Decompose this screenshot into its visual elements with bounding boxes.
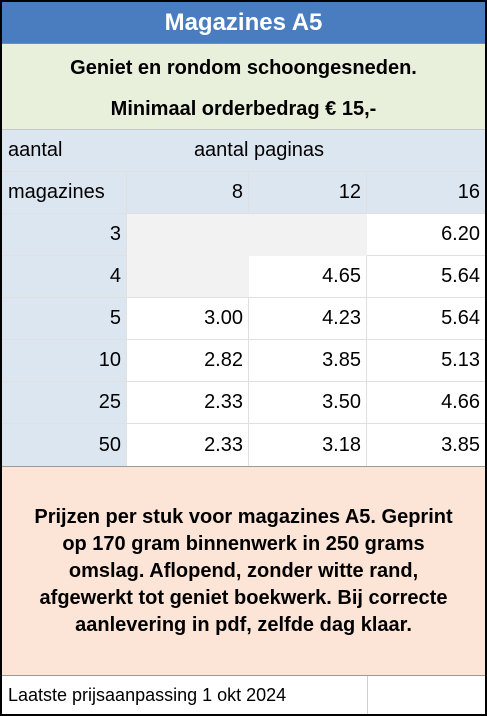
unavailable-cell bbox=[127, 214, 367, 256]
header-pages-text: aantal paginas bbox=[193, 139, 325, 161]
row-quantity: 4 bbox=[2, 256, 127, 298]
row-quantity: 5 bbox=[2, 298, 127, 340]
unavailable-cell bbox=[127, 256, 249, 298]
subtitle-line-2: Minimaal orderbedrag € 15,- bbox=[110, 98, 377, 120]
price-cell: 5.64 bbox=[367, 298, 485, 340]
header-quantity-label-2: magazines bbox=[2, 172, 127, 214]
price-cell: 3.85 bbox=[249, 340, 367, 382]
price-cell: 3.00 bbox=[127, 298, 249, 340]
price-cell: 3.85 bbox=[367, 424, 485, 466]
row-quantity: 3 bbox=[2, 214, 127, 256]
price-cell: 2.82 bbox=[127, 340, 249, 382]
price-cell: 2.33 bbox=[127, 382, 249, 424]
price-table bbox=[2, 130, 485, 466]
description-text: Prijzen per stuk voor magazines A5. Geprint op 170 gram binnenwerk in 250 grams omslag. Aflopend, zonder witte rand, afgewerkt tot geniet boekwerk. Bij correcte aanlevering in pdf, zelfde dag klaar. bbox=[34, 505, 453, 636]
header-quantity-label-1: aantal bbox=[2, 130, 127, 172]
price-cell: 5.13 bbox=[367, 340, 485, 382]
sheet-title: Magazines A5 bbox=[2, 2, 485, 44]
price-cell: 3.18 bbox=[249, 424, 367, 466]
price-cell: 6.20 bbox=[367, 214, 485, 256]
subtitle-line-1: Geniet en rondom schoongesneden. bbox=[70, 57, 417, 79]
price-cell: 3.50 bbox=[249, 382, 367, 424]
price-cell: 4.66 bbox=[367, 382, 485, 424]
header-pages-label bbox=[127, 130, 485, 172]
price-cell: 2.33 bbox=[127, 424, 249, 466]
footer bbox=[2, 676, 485, 714]
price-cell: 4.23 bbox=[249, 298, 367, 340]
subtitle-block bbox=[2, 44, 485, 130]
row-quantity: 50 bbox=[2, 424, 127, 466]
footer-divider bbox=[367, 676, 368, 714]
row-quantity: 10 bbox=[2, 340, 127, 382]
last-price-update: Laatste prijsaanpassing 1 okt 2024 bbox=[8, 685, 287, 705]
row-quantity: 25 bbox=[2, 382, 127, 424]
price-cell: 4.65 bbox=[249, 256, 367, 298]
description-block bbox=[2, 466, 485, 676]
price-cell: 5.64 bbox=[367, 256, 485, 298]
header-col-8: 8 bbox=[127, 172, 249, 214]
header-col-16: 16 bbox=[367, 172, 485, 214]
header-col-12: 12 bbox=[249, 172, 367, 214]
